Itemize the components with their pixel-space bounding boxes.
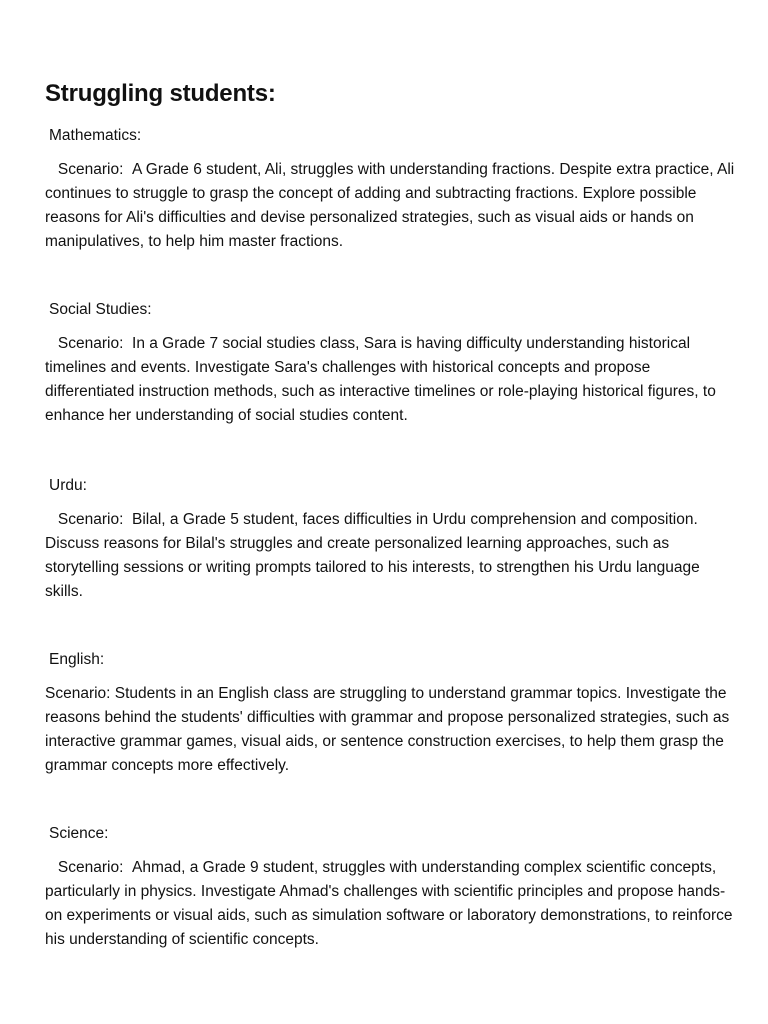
document-page [45, 78, 735, 952]
section-social-studies [45, 298, 735, 428]
section-scenario: Scenario: Bilal, a Grade 5 student, faces difficulties in Urdu comprehension and composition. Discuss reasons for Bilal's struggles and create personalized learning approaches, such as storytelling sessions or writing prompts tailored to his interests, to strengthen his Urdu language skills. [45, 511, 700, 600]
section-heading: Social Studies: [49, 301, 152, 318]
section-heading: Science: [49, 825, 109, 842]
section-scenario: Scenario: A Grade 6 student, Ali, struggles with understanding fractions. Despite extra practice, Ali continues to struggle to grasp the concept of adding and subtracting fractions. Explore possible reasons for Ali's difficulties and devise personalized strategies, such as visual aids or hands on manipulatives, to help him master fractions. [45, 161, 735, 250]
section-english [45, 648, 735, 778]
section-heading: English: [49, 651, 105, 668]
section-science [45, 822, 735, 952]
section-urdu [45, 474, 735, 604]
section-heading: Urdu: [49, 477, 87, 494]
section-scenario: Scenario: Students in an English class are struggling to understand grammar topics. Investigate the reasons behind the students' difficulties with grammar and propose personalized strategies, such as interactive grammar games, visual aids, or sentence construction exercises, to help them grasp the grammar concepts more effectively. [45, 685, 730, 774]
section-mathematics [45, 124, 735, 254]
section-scenario: Scenario: In a Grade 7 social studies class, Sara is having difficulty understanding historical timelines and events. Investigate Sara's challenges with historical concepts and propose differentiated instruction methods, such as interactive timelines or role-playing historical figures, to enhance her understanding of social studies content. [45, 335, 716, 424]
section-scenario: Scenario: Ahmad, a Grade 9 student, struggles with understanding complex scientific concepts, particularly in physics. Investigate Ahmad's challenges with scientific principles and propose hands-on experiments or visual aids, such as simulation software or laboratory demonstrations, to reinforce his understanding of scientific concepts. [45, 859, 733, 948]
section-heading: Mathematics: [49, 127, 142, 144]
document-title: Struggling students: [45, 80, 276, 107]
